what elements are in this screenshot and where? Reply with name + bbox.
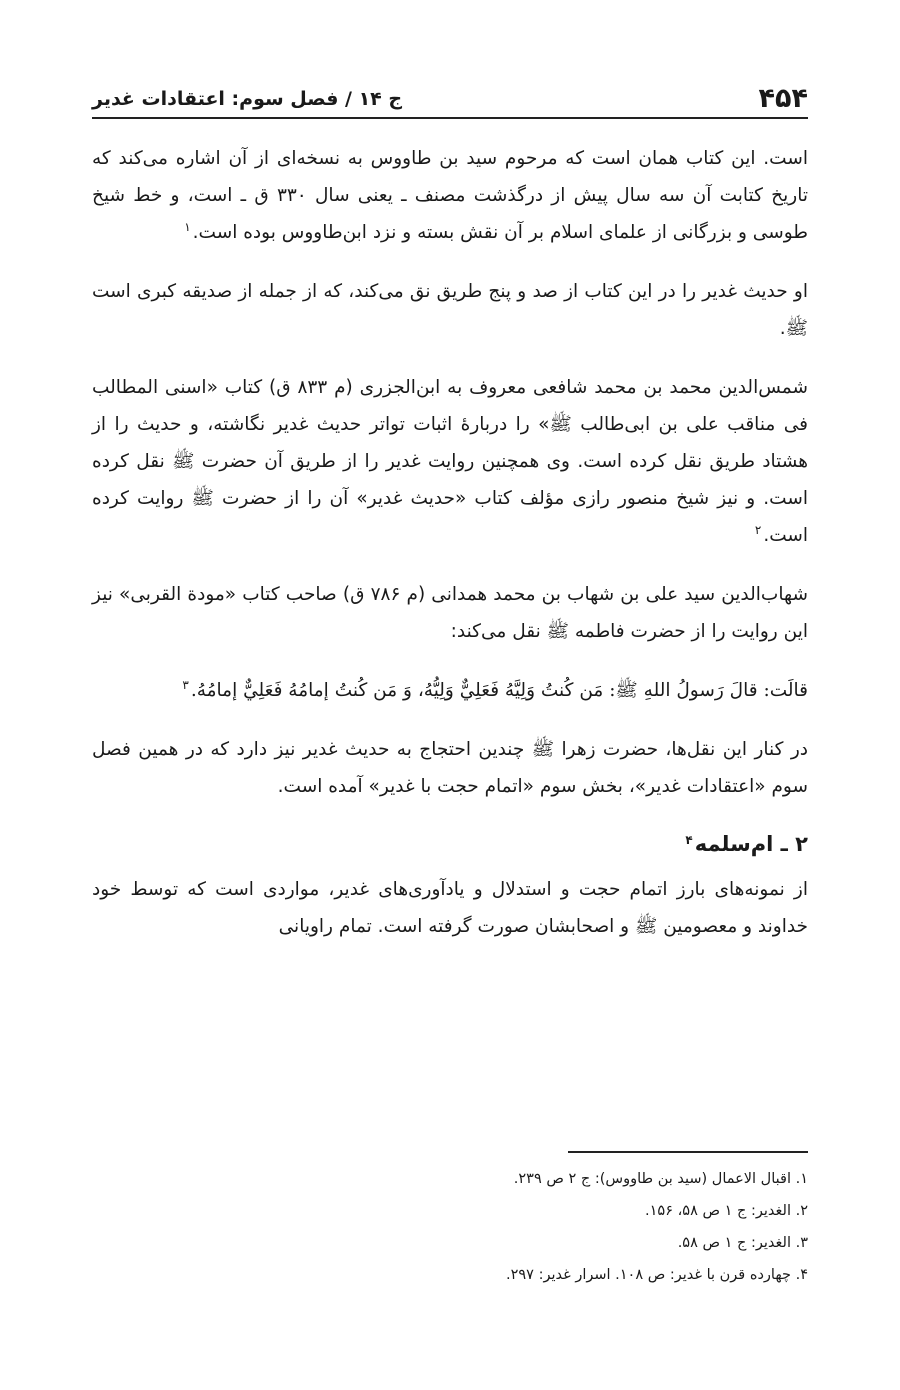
footnote-ref-1[interactable]: ۱ [184,220,191,234]
paragraph-1-text: است. این کتاب همان است که مرحوم سید بن طاووس به نسخه‌ای از آن اشاره می‌کند که تاریخ کتابت آن سه سال پیش از درگذشت مصنف ـ یعنی سال ۳۳۰ ق ـ است، و خط شیخ طوسی و بزرگانی از علمای اسلام بر آن نقش بسته و نزد ابن‌طاووس بوده است. [92,148,808,243]
footnote-ref-2[interactable]: ۲ [754,523,762,537]
header-rule [92,117,808,119]
section-heading [92,827,808,861]
page-number: ۴۵۴ [758,83,808,114]
paragraph-2-text: او حدیث غدیر را در این کتاب از صد و پنج طریق نق می‌کند، که از جمله از صدیقه کبری است ﷺ. [92,281,808,339]
book-page [92,0,808,1390]
paragraph-2 [92,273,808,347]
footnote-3: ۳. الغدیر: ج ۱ ص ۵۸. [677,1235,808,1251]
footnote-rule [568,1151,808,1153]
paragraph-1 [92,140,808,251]
footnote-ref-3[interactable]: ۳ [182,678,189,692]
footnote-ref-4[interactable]: ۴ [685,833,693,847]
hadith-quote [92,672,808,709]
section-heading-text: ۲ ـ ام‌سلمه [694,832,808,856]
page-header [92,72,808,112]
paragraph-6-text: از نمونه‌های بارز اتمام حجت و استدلال و یادآوری‌های غدیر، مواردی است که توسط خود خداوند و معصومین ﷺ و اصحابشان صورت گرفته است. تمام راویانی [92,879,808,937]
paragraph-3 [92,369,808,554]
footnote-2: ۲. الغدیر: ج ۱ ص ۵۸، ۱۵۶. [645,1203,808,1219]
paragraph-5-text: در کنار این نقل‌ها، حضرت زهرا ﷺ چندین احتجاج به حدیث غدیر نیز دارد که در همین فصل سوم «اعتقادات غدیر»، بخش سوم «اتمام حجت با غدیر» آمده است. [92,739,808,797]
footnote-1: ۱. اقبال الاعمال (سید بن طاووس): ج ۲ ص ۲۳۹. [513,1171,808,1187]
footnote-4: ۴. چهارده قرن با غدیر: ص ۱۰۸. اسرار غدیر: ۲۹۷. [506,1267,808,1283]
paragraph-6 [92,871,808,945]
hadith-quote-text: قالَت: قالَ رَسولُ اللهِ ﷺ: مَن كُنتُ وَلِيَّهُ فَعَلِيٌّ وَلِيُّهُ، وَ مَن كُنتُ إمامُهُ فَعَلِيٌّ إمامُهُ. [190,680,808,701]
footnotes [92,1163,808,1291]
paragraph-4 [92,576,808,650]
page-body [92,140,808,945]
paragraph-4-text: شهاب‌الدین سید علی بن شهاب بن محمد همدانی (م ۷۸۶ ق) صاحب کتاب «مودة القربی» نیز این روایت را از حضرت فاطمه ﷺ نقل می‌کند: [92,584,808,642]
paragraph-3-text: شمس‌الدین محمد بن محمد شافعی معروف به ابن‌الجزری (م ۸۳۳ ق) کتاب «اسنی المطالب فی مناقب علی بن ابی‌طالب ﷺ» را دربارهٔ اثبات تواتر حدیث غدیر نگاشته، و حدیث را از هشتاد طریق نقل کرده است. وی همچنین روایت غدیر را از طریق آن حضرت ﷺ نقل کرده است. و نیز شیخ منصور رازی مؤلف کتاب «حدیث غدیر» آن را از حضرت ﷺ روایت کرده است. [92,377,808,546]
paragraph-5 [92,731,808,805]
running-title: ج ۱۴ / فصل سوم: اعتقادات غدیر [92,88,403,110]
